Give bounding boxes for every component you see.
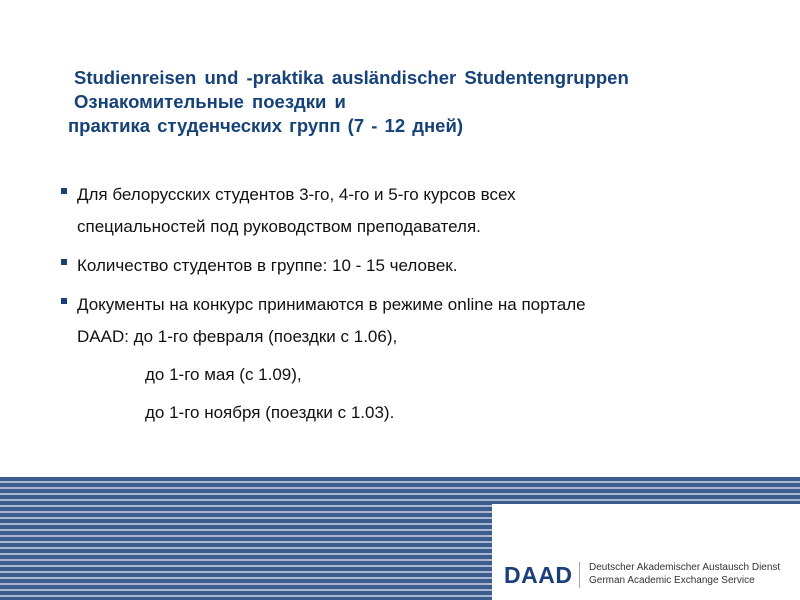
bullet-text: Количество студентов в группе: 10 - 15 человек. [77,256,458,275]
slide-title [68,66,768,138]
daad-logo: DAAD [504,562,573,588]
deadline-november: до 1-го ноября (поездки с 1.03). [145,403,395,422]
org-name-english: German Academic Exchange Service [589,575,755,586]
org-name-german: Deutscher Akademischer Austausch Dienst [589,562,781,573]
square-bullet-icon [61,188,67,194]
bullet-item-documents [60,290,740,430]
bullet-list [60,180,740,430]
daad-org-name [589,561,780,587]
bullet-text: DAAD: до 1-го февраля (поездки с 1.06), [77,327,398,346]
bullet-text: Для белорусских студентов 3-го, 4-го и 5-го курсов всех [77,185,516,204]
square-bullet-icon [61,298,67,304]
bullet-item-group-size [60,251,740,283]
bullet-text: Документы на конкурс принимаются в режиме online на портале [77,295,586,314]
title-line-russian-1: Ознакомительные поездки и [74,91,346,112]
deadline-may: до 1-го мая (с 1.09), [145,365,302,384]
title-line-russian-2: практика студенческих групп (7 - 12 дней) [68,115,464,136]
bullet-item-students [60,180,740,244]
square-bullet-icon [61,259,67,265]
bullet-text: специальностей под руководством преподавателя. [77,217,481,236]
title-line-german: Studienreisen und -praktika ausländischer Studentengruppen [74,67,629,88]
logo-divider [579,562,580,588]
daad-logo-panel [492,504,800,600]
